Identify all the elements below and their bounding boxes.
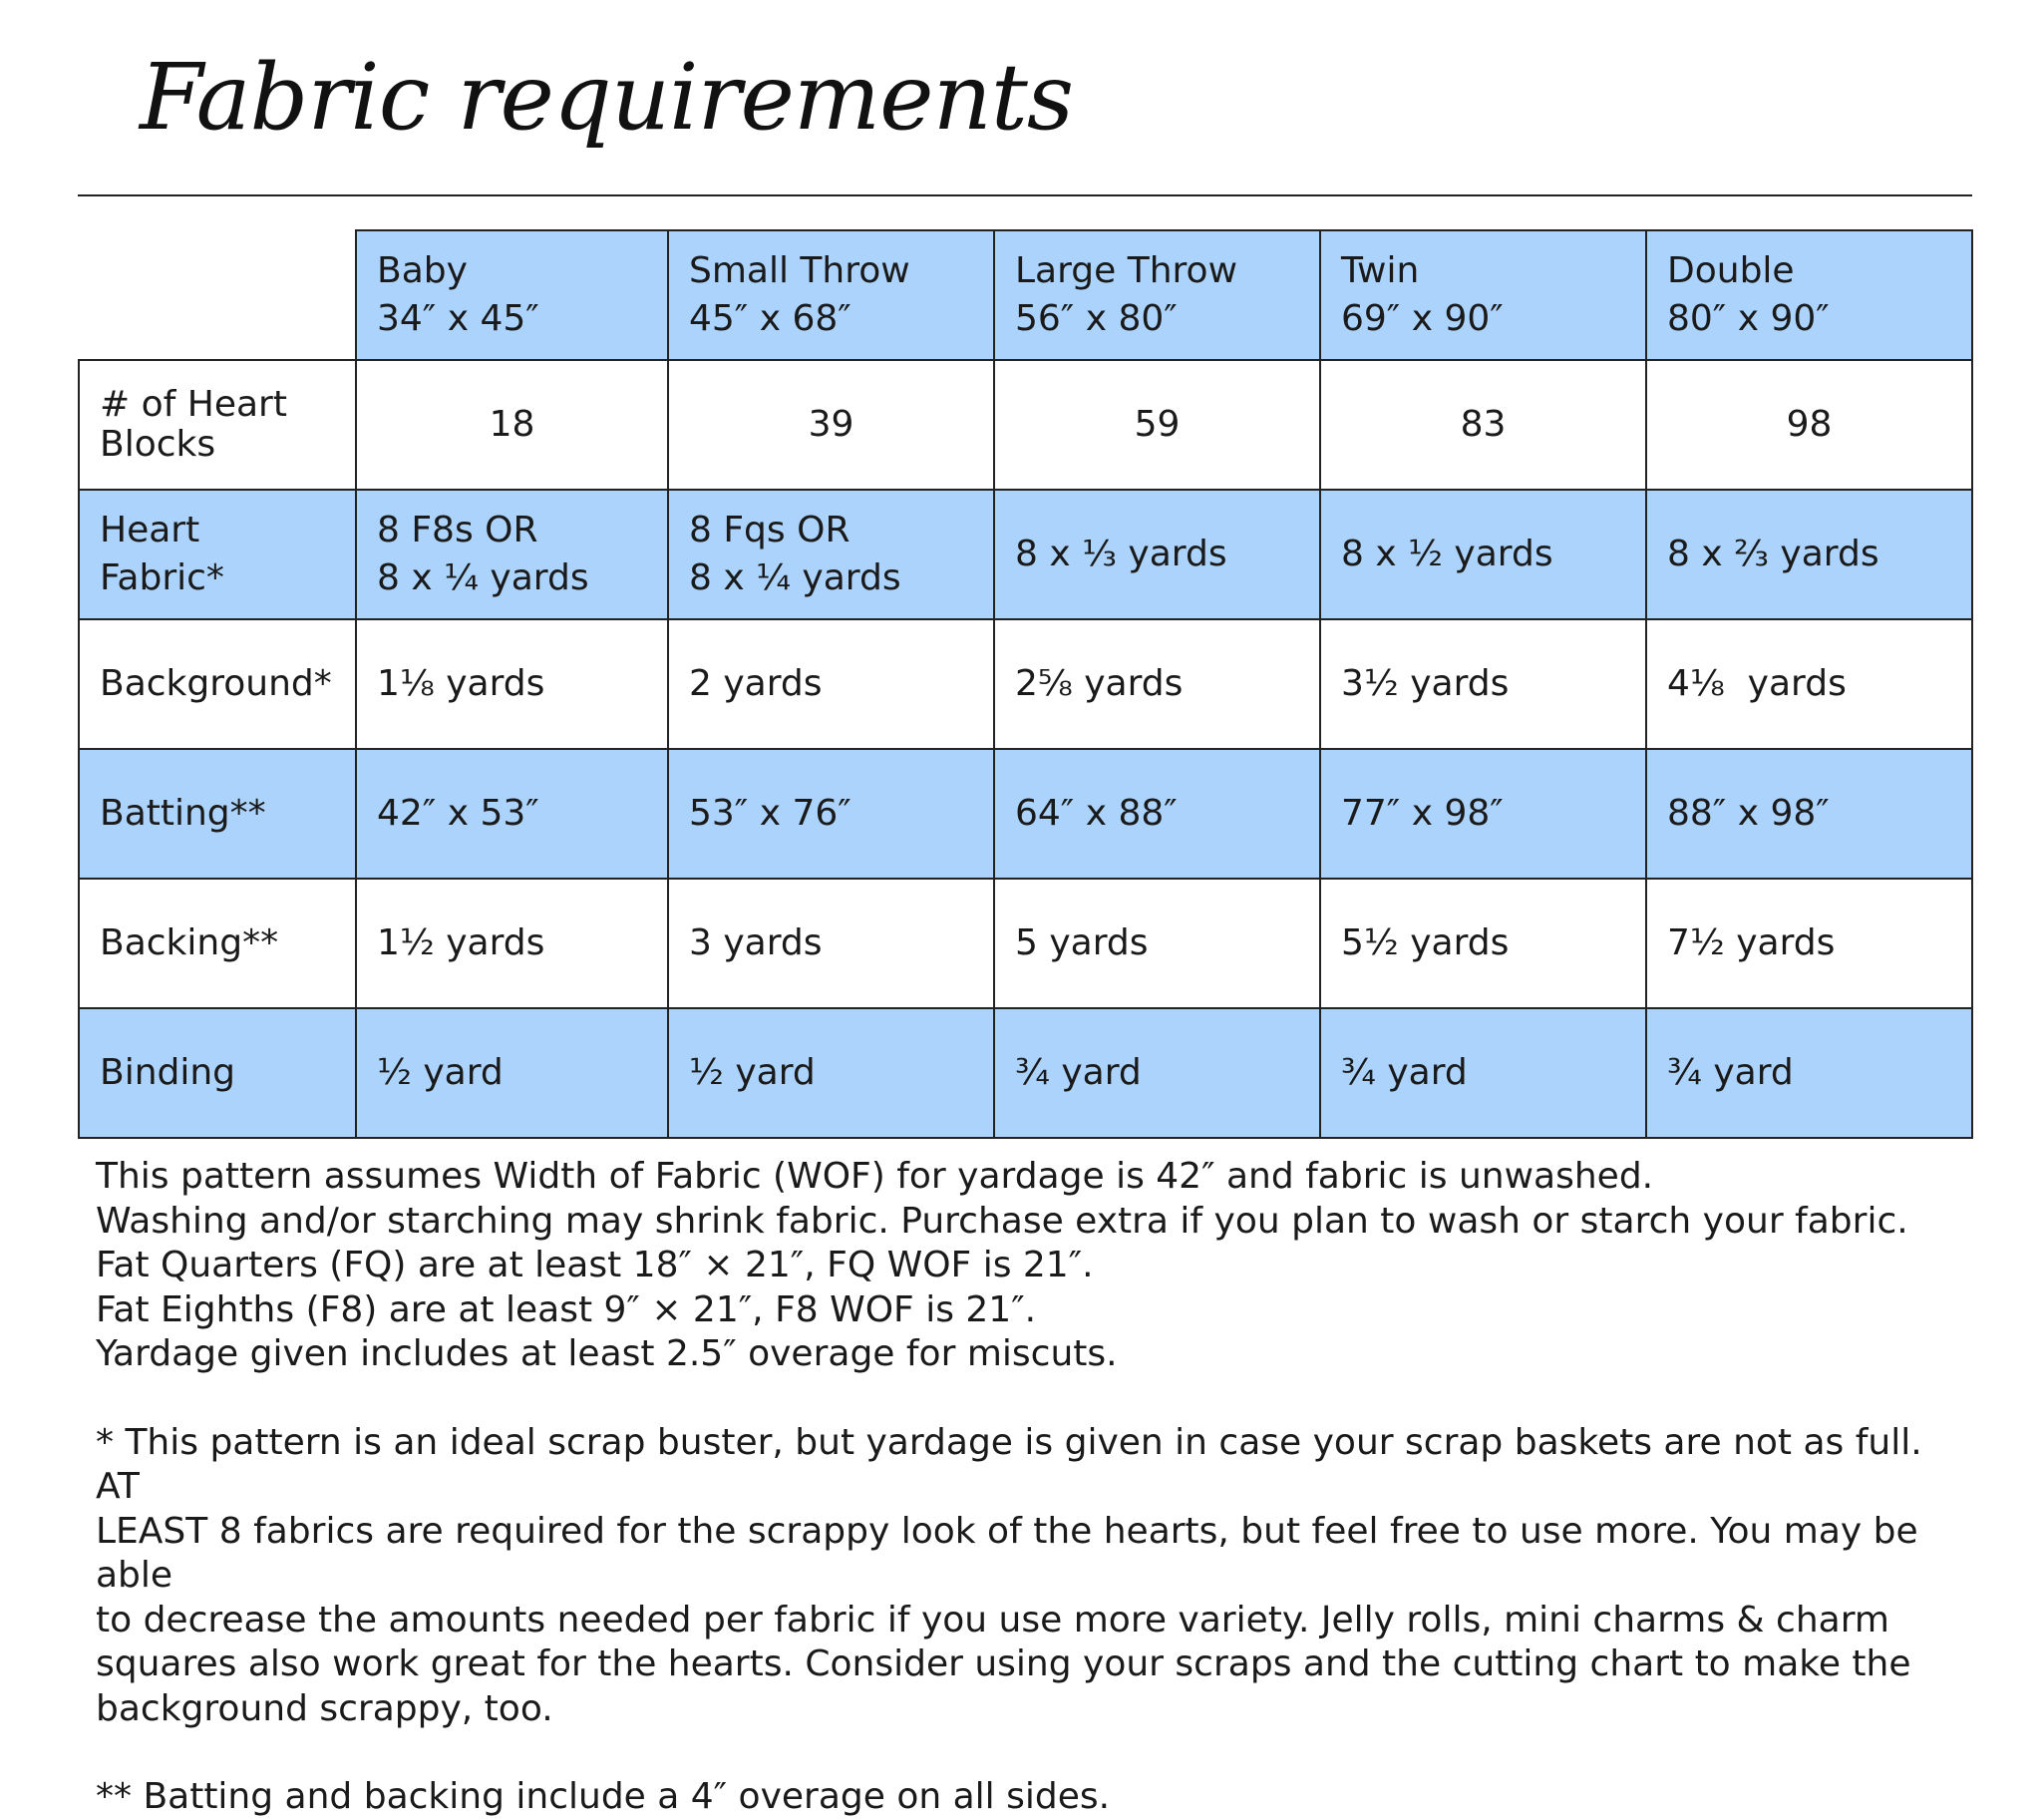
- table-cell: ¾ yard: [1320, 1008, 1646, 1138]
- table-cell: 42″ x 53″: [356, 749, 668, 879]
- table-cell: 88″ x 98″: [1646, 749, 1972, 879]
- col-header-large-throw: Large Throw 56″ x 80″: [994, 230, 1320, 360]
- table-cell: 8 x ⅔ yards: [1646, 490, 1972, 619]
- scrap-note-line: * This pattern is an ideal scrap buster, but yardage is given in case your scrap baskets are not as full. AT: [96, 1421, 1922, 1507]
- table-row: [79, 619, 1972, 749]
- row-label-batting: Batting**: [79, 749, 356, 879]
- table-cell: ¾ yard: [994, 1008, 1320, 1138]
- table-cell: 64″ x 88″: [994, 749, 1320, 879]
- table-cell: 8 Fqs OR 8 x ¼ yards: [668, 490, 994, 619]
- note-line: Fat Quarters (FQ) are at least 18″ × 21″, FQ WOF is 21″.: [96, 1245, 1094, 1285]
- table-row: [79, 749, 1972, 879]
- title-divider: [78, 194, 1972, 196]
- table-cell: 2 yards: [668, 619, 994, 749]
- table-cell: 53″ x 76″: [668, 749, 994, 879]
- table-cell: 18: [356, 360, 668, 490]
- col-header-twin: Twin 69″ x 90″: [1320, 230, 1646, 360]
- row-label-binding: Binding: [79, 1008, 356, 1138]
- table-cell: 98: [1646, 360, 1972, 490]
- note-line: Yardage given includes at least 2.5″ overage for miscuts.: [96, 1333, 1118, 1374]
- col-header-baby: Baby 34″ x 45″: [356, 230, 668, 360]
- table-cell: 3½ yards: [1320, 619, 1646, 749]
- col-header-small-throw: Small Throw 45″ x 68″: [668, 230, 994, 360]
- row-label-background: Background*: [79, 619, 356, 749]
- table-cell: ½ yard: [356, 1008, 668, 1138]
- table-cell: 5½ yards: [1320, 879, 1646, 1008]
- scrap-note-line: LEAST 8 fabrics are required for the scrappy look of the hearts, but feel free to use more. You may be able: [96, 1510, 1918, 1596]
- table-cell: 1½ yards: [356, 879, 668, 1008]
- table-cell: ¾ yard: [1646, 1008, 1972, 1138]
- table-cell: 8 x ½ yards: [1320, 490, 1646, 619]
- batting-note: ** Batting and backing include a 4″ overage on all sides.: [96, 1776, 1111, 1817]
- table-corner: [79, 230, 356, 360]
- row-label-heart-blocks: # of Heart Blocks: [79, 360, 356, 490]
- note-line: This pattern assumes Width of Fabric (WOF) for yardage is 42″ and fabric is unwashed.: [96, 1156, 1654, 1197]
- row-label-backing: Backing**: [79, 879, 356, 1008]
- scrap-note-line: background scrappy, too.: [96, 1687, 553, 1729]
- table-cell: 5 yards: [994, 879, 1320, 1008]
- table-row: [79, 879, 1972, 1008]
- table-cell: 39: [668, 360, 994, 490]
- table-cell: 83: [1320, 360, 1646, 490]
- notes-section: [96, 1155, 1960, 1820]
- table-cell: 1⅛ yards: [356, 619, 668, 749]
- table-cell: 2⅝ yards: [994, 619, 1320, 749]
- col-header-double: Double 80″ x 90″: [1646, 230, 1972, 360]
- table-header-row: [79, 230, 1972, 360]
- note-line: Fat Eighths (F8) are at least 9″ × 21″, F8 WOF is 21″.: [96, 1288, 1037, 1330]
- table-cell: 7½ yards: [1646, 879, 1972, 1008]
- row-label-heart-fabric: Heart Fabric*: [79, 490, 356, 619]
- table-cell: 8 F8s OR 8 x ¼ yards: [356, 490, 668, 619]
- table-cell: 8 x ⅓ yards: [994, 490, 1320, 619]
- table-cell: 77″ x 98″: [1320, 749, 1646, 879]
- scrap-note-line: squares also work great for the hearts. Consider using your scraps and the cutting chart to make the: [96, 1643, 1911, 1684]
- table-cell: 4⅛ yards: [1646, 619, 1972, 749]
- table-row: [79, 360, 1972, 490]
- note-line: Washing and/or starching may shrink fabric. Purchase extra if you plan to wash or starch your fabric.: [96, 1200, 1908, 1242]
- table-row: [79, 1008, 1972, 1138]
- table-cell: 3 yards: [668, 879, 994, 1008]
- fabric-requirements-table: [78, 229, 1973, 1139]
- scrap-note-line: to decrease the amounts needed per fabric if you use more variety. Jelly rolls, mini charms & charm: [96, 1599, 1889, 1640]
- table-cell: ½ yard: [668, 1008, 994, 1138]
- table-row: [79, 490, 1972, 619]
- page-title: Fabric requirements: [140, 44, 1074, 151]
- table-cell: 59: [994, 360, 1320, 490]
